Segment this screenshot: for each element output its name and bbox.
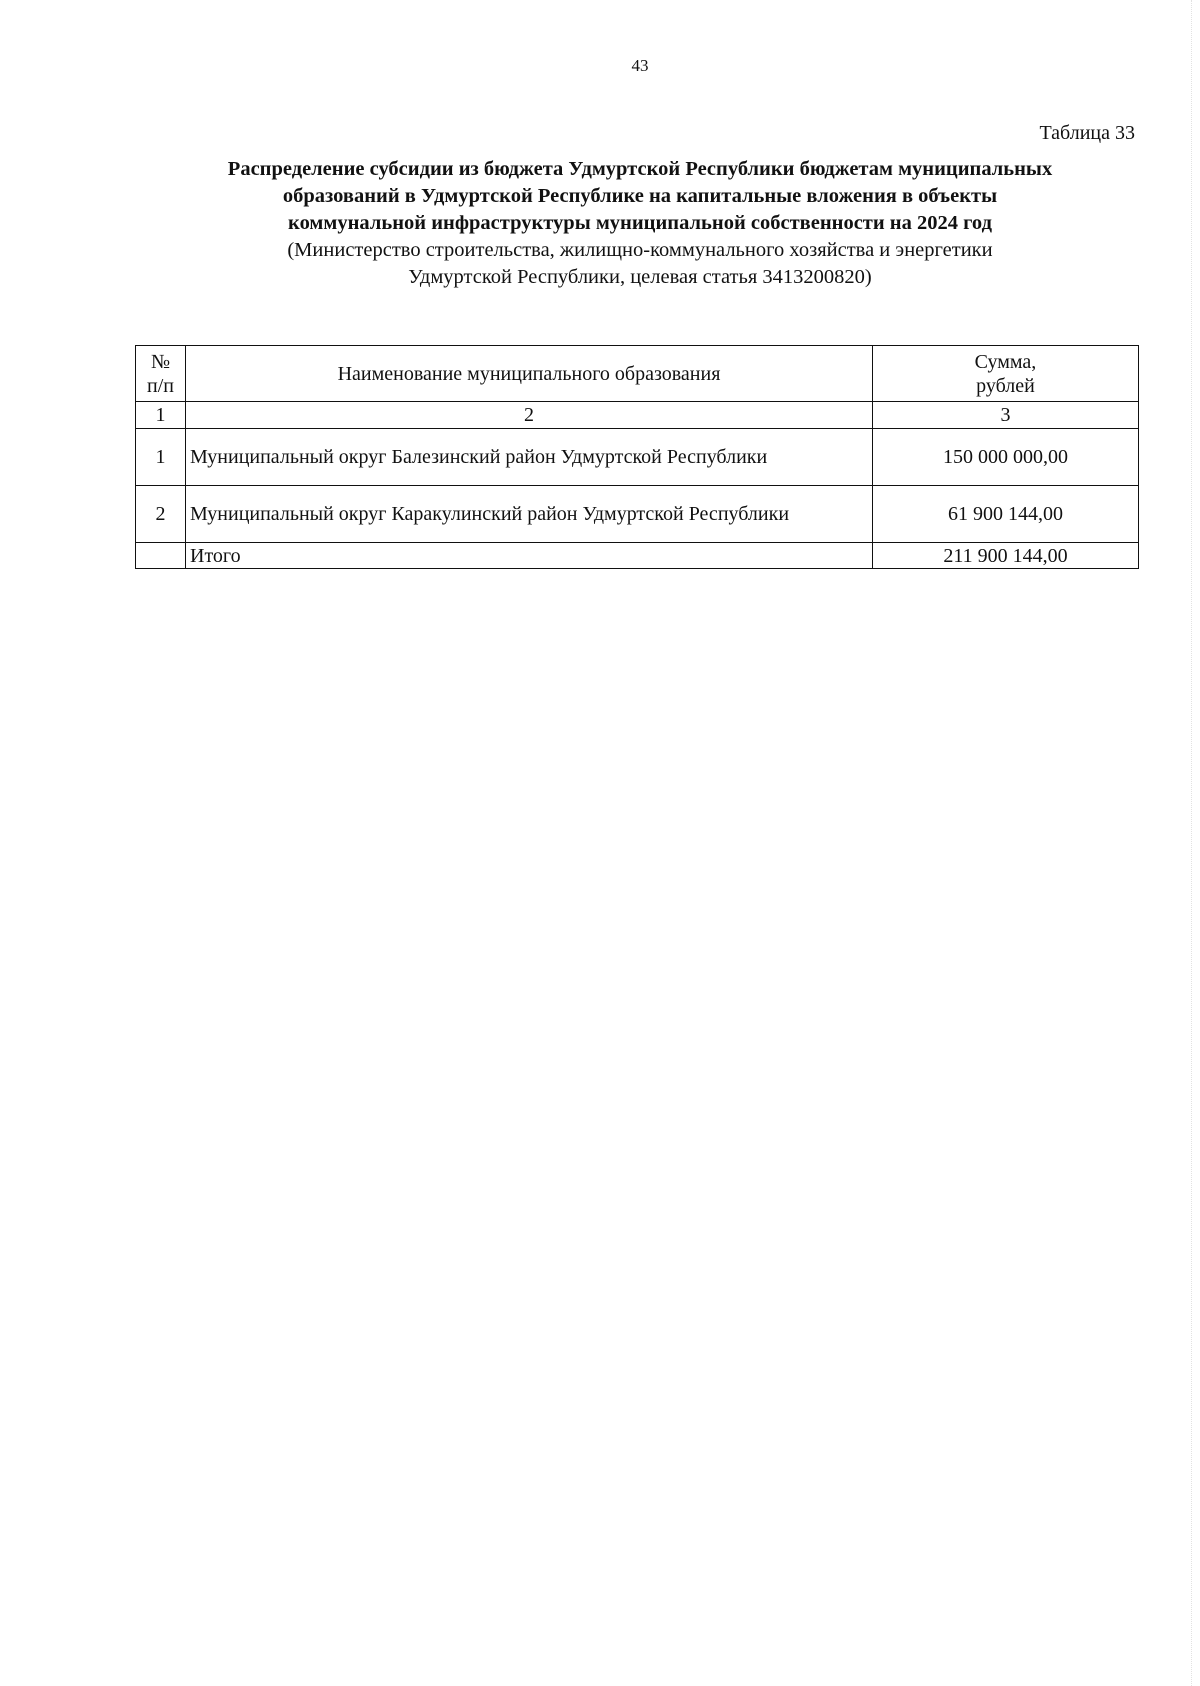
total-number-cell: [136, 543, 186, 569]
municipality-name-cell: Муниципальный округ Балезинский район Удмуртской Республики: [186, 429, 873, 486]
index-cell: 2: [186, 402, 873, 429]
header-name-cell: Наименование муниципального образования: [186, 346, 873, 402]
subtitle-line-2: Удмуртской Республики, целевая статья 3413200820): [408, 266, 872, 288]
index-cell: 3: [873, 402, 1139, 429]
municipality-name-cell: Муниципальный округ Каракулинский район Удмуртской Республики: [186, 486, 873, 543]
row-number-cell: 2: [136, 486, 186, 543]
header-number-abbr: п/п: [147, 374, 174, 397]
header-sum-unit: рублей: [976, 374, 1035, 397]
total-label-cell: Итого: [186, 543, 873, 569]
header-sum-label: Сумма,: [974, 350, 1037, 373]
amount-cell: 61 900 144,00: [873, 486, 1139, 543]
title-line-1: Распределение субсидии из бюджета Удмуртской Республики бюджетам муниципальных: [227, 158, 1053, 180]
table-row: [136, 486, 1139, 543]
header-sum-cell: [873, 346, 1139, 402]
table-index-row: [136, 402, 1139, 429]
title-line-2: образований в Удмуртской Республике на капитальные вложения в объекты: [282, 185, 998, 207]
amount-cell: 150 000 000,00: [873, 429, 1139, 486]
total-amount-cell: 211 900 144,00: [873, 543, 1139, 569]
document-title: [140, 156, 1140, 291]
row-number-cell: 1: [136, 429, 186, 486]
header-number-cell: [136, 346, 186, 402]
title-line-3: коммунальной инфраструктуры муниципальной собственности на 2024 год: [288, 212, 992, 234]
table-header-row: [136, 346, 1139, 402]
subsidy-table: [135, 345, 1139, 569]
table-label: Таблица 33: [1039, 122, 1135, 144]
scan-edge-artifact: [1191, 0, 1200, 1686]
header-number-symbol: №: [150, 350, 171, 373]
page-number: 43: [631, 56, 649, 75]
subtitle-line-1: (Министерство строительства, жилищно-коммунального хозяйства и энергетики: [287, 239, 993, 261]
index-cell: 1: [136, 402, 186, 429]
table-row: [136, 429, 1139, 486]
table-total-row: [136, 543, 1139, 569]
